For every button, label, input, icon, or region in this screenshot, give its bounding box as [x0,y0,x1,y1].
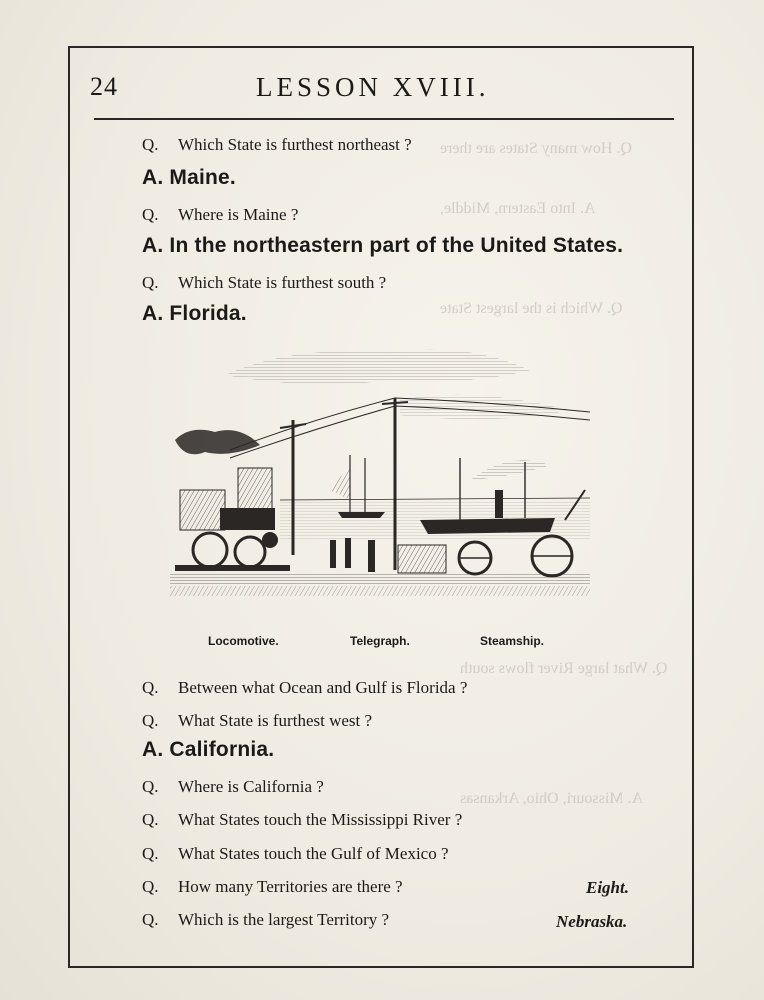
question-territories: Q. How many Territories are there ? [142,877,403,896]
bleed-through-text: Q. How many States are there [440,140,632,157]
caption-telegraph: Telegraph. [350,634,410,648]
question-mississippi: Q. What States touch the Mississippi River ? [142,810,463,829]
page-number: 24 [90,72,118,101]
question-west: Q. What State is furthest west ? [142,711,373,730]
answer-california: A. California. [142,738,275,761]
question-northeast: Q. Which State is furthest northeast ? [142,135,412,154]
question-where-maine: Q. Where is Maine ? [142,205,299,224]
harbor-engraving-illustration [170,340,590,630]
answer-northeastern: A. In the northeastern part of the United States. [142,234,624,257]
question-south: Q. Which State is furthest south ? [142,273,387,292]
bleed-through-text: A. Missouri, Ohio, Arkansas [460,790,644,807]
caption-steamship: Steamship. [480,634,545,648]
bleed-through-text: Q. What large River flows south [460,660,668,677]
answer-eight: Eight. [586,878,629,897]
caption-locomotive: Locomotive. [208,634,279,648]
answer-florida: A. Florida. [142,302,247,325]
answer-maine: A. Maine. [142,166,236,189]
question-where-california: Q. Where is California ? [142,777,324,796]
question-ocean-gulf: Q. Between what Ocean and Gulf is Florida ? [142,678,468,697]
answer-nebraska: Nebraska. [556,912,628,931]
bleed-through-text: A. Into Eastern, Middle, [440,200,596,217]
question-gulf-mexico: Q. What States touch the Gulf of Mexico ? [142,844,449,863]
question-largest-territory: Q. Which is the largest Territory ? [142,910,390,929]
lesson-title: LESSON XVIII. [256,72,490,102]
bleed-through-text: Q. Which is the largest State [440,300,623,317]
title-rule [94,118,674,120]
